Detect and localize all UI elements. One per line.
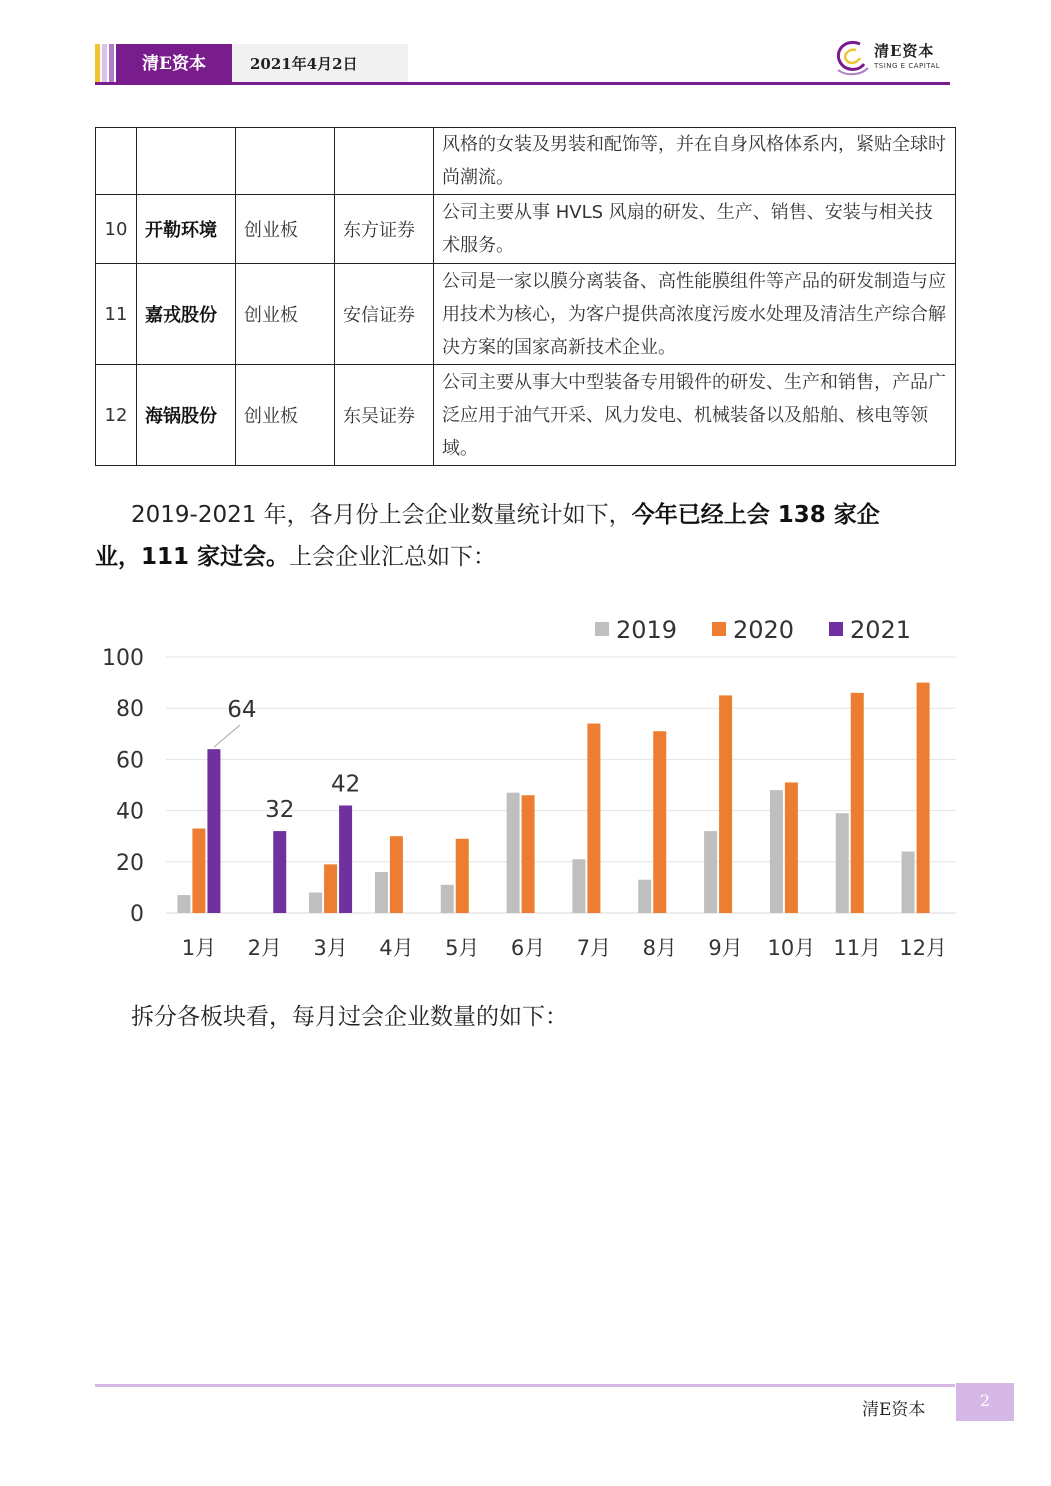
row-number: 10	[96, 195, 137, 264]
company-name	[137, 128, 236, 195]
summary-highlight: 业，111 家过会。	[95, 544, 290, 570]
y-tick-label: 60	[116, 748, 144, 774]
bar-2020	[785, 782, 798, 913]
company-name: 嘉戎股份	[137, 264, 236, 365]
bar-2020	[851, 693, 864, 913]
company-logo	[830, 36, 950, 78]
listing-board: 创业板	[236, 195, 335, 264]
bar-2019	[770, 790, 783, 913]
bar-2019	[309, 893, 322, 913]
x-tick-label: 12月	[899, 936, 947, 960]
table-row	[96, 365, 956, 466]
legend-swatch-2021	[829, 622, 843, 636]
monthly-review-bar-chart	[80, 600, 970, 970]
bar-2019	[375, 872, 388, 913]
x-tick-label: 6月	[510, 936, 546, 960]
bar-2020	[522, 795, 535, 913]
summary-line-1	[95, 494, 925, 536]
row-number: 12	[96, 365, 137, 466]
x-tick-label: 2月	[247, 936, 282, 960]
bar-2020	[587, 724, 600, 913]
bar-2019	[638, 880, 651, 913]
breakdown-paragraph: 拆分各板块看，每月过会企业数量的如下：	[131, 1004, 568, 1030]
table-row	[96, 195, 956, 264]
y-tick-label: 100	[102, 646, 144, 671]
summary-line-2	[95, 536, 925, 578]
legend-swatch-2019	[595, 622, 609, 636]
listing-board: 创业板	[236, 264, 335, 365]
summary-text: 2019-2021 年，各月份上会企业数量统计如下，	[131, 502, 632, 528]
legend-label: 2021	[850, 616, 912, 644]
bar-2020	[917, 683, 930, 913]
company-name: 开勒环境	[137, 195, 236, 264]
data-label-leader	[214, 725, 240, 747]
x-tick-label: 7月	[576, 936, 612, 960]
bar-2020	[390, 836, 403, 913]
data-label: 32	[265, 797, 295, 824]
summary-text: 上会企业汇总如下：	[289, 544, 497, 570]
sponsor-broker: 东吴证券	[335, 365, 434, 466]
bar-2021	[273, 831, 286, 913]
company-description: 公司是一家以膜分离装备、高性能膜组件等产品的研发制造与应用技术为核心，为客户提供高浓度污废水处理及清洁生产综合解决方案的国家高新技术企业。	[434, 264, 956, 365]
bar-2019	[836, 813, 849, 913]
page-number: 2	[956, 1383, 1014, 1421]
y-tick-label: 40	[116, 799, 144, 825]
company-description: 风格的女装及男装和配饰等，并在自身风格体系内，紧贴全球时尚潮流。	[434, 128, 956, 195]
summary-highlight: 今年已经上会 138 家企	[631, 502, 880, 528]
legend-swatch-2020	[712, 622, 726, 636]
company-description: 公司主要从事大中型装备专用锻件的研发、生产和销售，产品广泛应用于油气开采、风力发电、机械装备以及船舶、核电等领域。	[434, 365, 956, 466]
bar-2020	[456, 839, 469, 913]
row-number	[96, 128, 137, 195]
listing-board: 创业板	[236, 365, 335, 466]
y-tick-label: 0	[130, 902, 144, 927]
bar-2019	[704, 831, 717, 913]
x-tick-label: 5月	[445, 936, 480, 960]
ipo-company-table	[95, 127, 956, 466]
x-tick-label: 4月	[379, 936, 414, 960]
table-row	[96, 264, 956, 365]
bar-2019	[441, 885, 454, 913]
y-tick-label: 20	[116, 850, 144, 876]
x-tick-label: 10月	[767, 936, 816, 960]
table-row	[96, 128, 956, 195]
bar-2020	[653, 731, 666, 913]
data-label: 64	[227, 697, 257, 724]
sponsor-broker	[335, 128, 434, 195]
sponsor-broker: 安信证券	[335, 264, 434, 365]
legend-label: 2019	[616, 616, 678, 644]
logo-swirl-icon	[830, 36, 874, 78]
bar-2020	[719, 695, 732, 913]
company-description: 公司主要从事 HVLS 风扇的研发、生产、销售、安装与相关技术服务。	[434, 195, 956, 264]
bar-2021	[207, 749, 220, 913]
x-tick-label: 9月	[708, 936, 743, 960]
x-tick-label: 11月	[833, 936, 882, 960]
bar-2019	[507, 793, 520, 913]
header-rule	[95, 82, 950, 85]
x-tick-label: 8月	[642, 936, 677, 960]
listing-board	[236, 128, 335, 195]
header-date: 2021年4月2日	[232, 44, 408, 84]
bar-2020	[192, 829, 205, 913]
legend-label: 2020	[733, 616, 795, 644]
sponsor-broker: 东方证券	[335, 195, 434, 264]
header-stripe-purple	[109, 44, 114, 84]
logo-english-name: TSING E CAPITAL	[874, 62, 941, 70]
header-brand: 清E资本	[116, 44, 232, 84]
page-header	[95, 44, 950, 84]
company-name: 海锅股份	[137, 365, 236, 466]
logo-chinese-name: 清E资本	[874, 42, 935, 60]
bar-2019	[902, 852, 915, 913]
bar-2019	[572, 859, 585, 913]
x-tick-label: 3月	[313, 936, 348, 960]
summary-paragraph	[95, 494, 925, 578]
bar-2021	[339, 805, 352, 913]
x-tick-label: 1月	[181, 936, 217, 960]
footer-rule	[95, 1384, 955, 1387]
bar-2019	[177, 895, 190, 913]
data-label: 42	[330, 771, 361, 798]
footer-brand: 清E资本	[862, 1400, 926, 1420]
y-tick-label: 80	[116, 697, 144, 723]
header-stripe-lilac	[102, 44, 107, 84]
bar-2020	[324, 864, 337, 913]
header-stripe-yellow	[95, 44, 100, 84]
row-number: 11	[96, 264, 137, 365]
